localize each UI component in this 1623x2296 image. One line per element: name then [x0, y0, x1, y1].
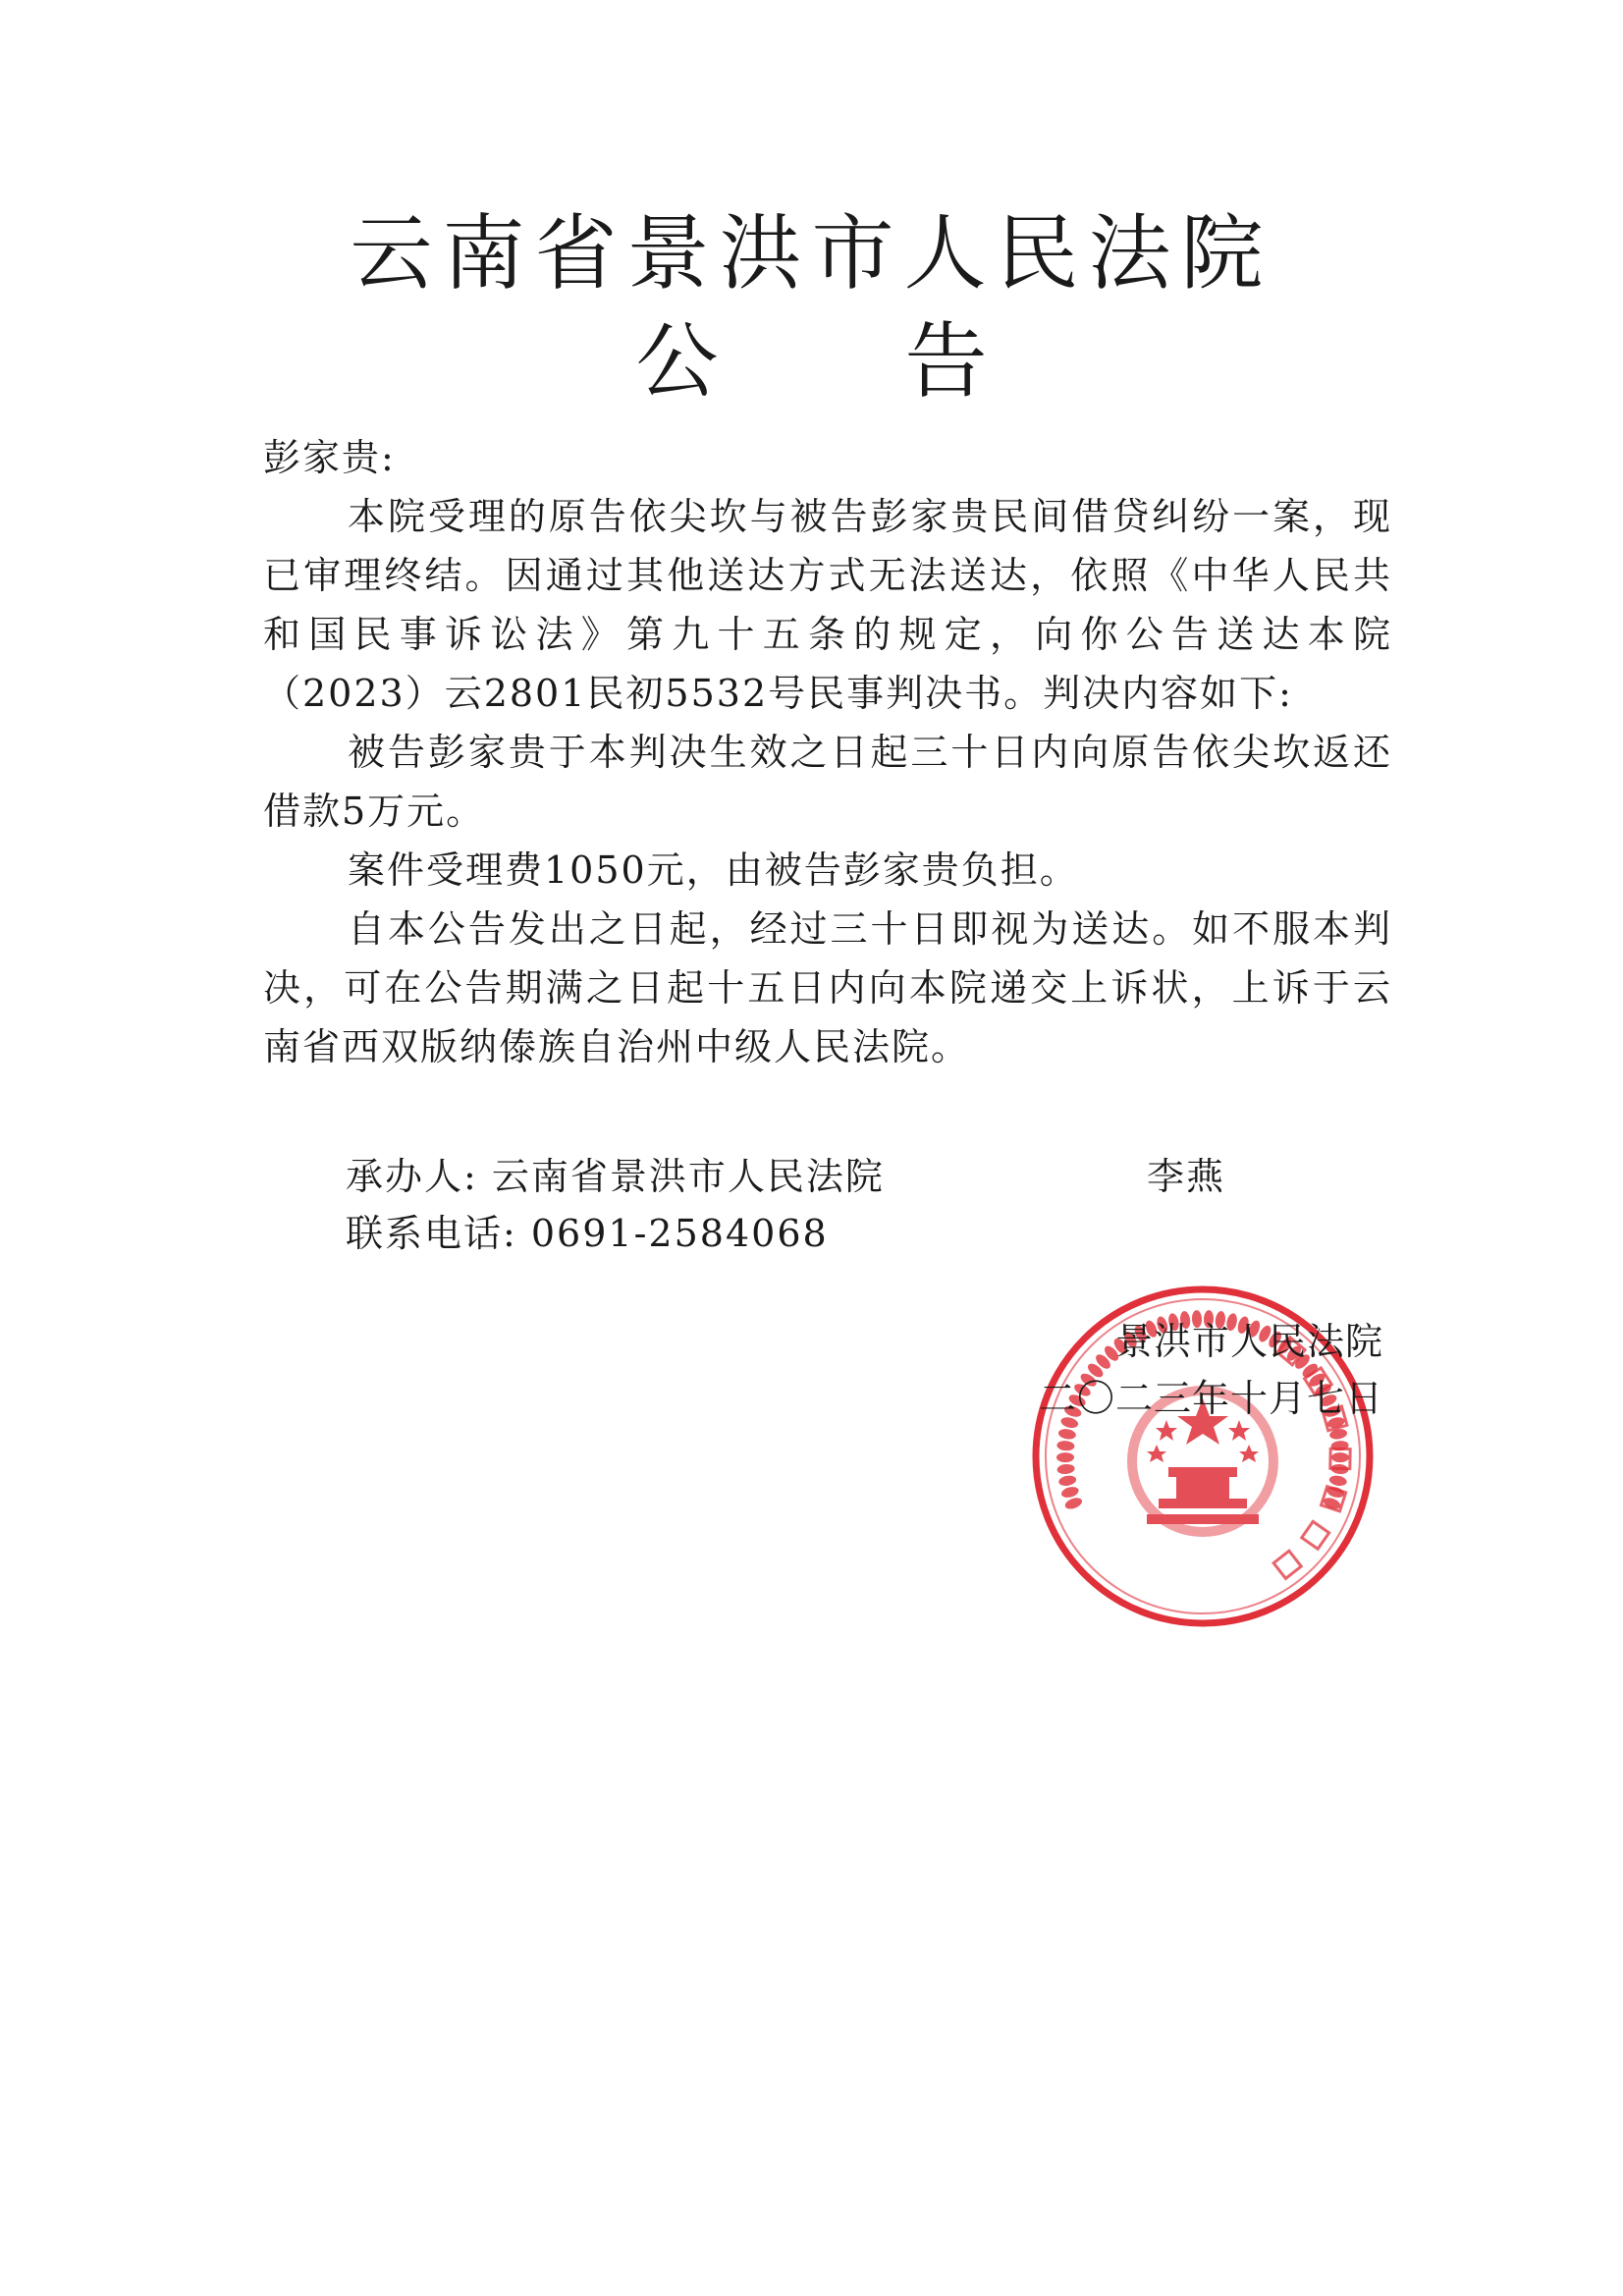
handler-label: 承办人: 云南省景洪市人民法院 — [346, 1155, 885, 1198]
seal-script-mark — [1060, 1485, 1080, 1499]
seal-script-mark — [1057, 1474, 1076, 1487]
notice-title-char-1: 公 — [635, 313, 719, 410]
addressee: 彭家贵: — [263, 436, 396, 479]
seal-script-mark — [1331, 1452, 1349, 1462]
seal-character-mark — [1273, 1551, 1301, 1578]
court-title: 云南省景洪市人民法院 — [350, 205, 1273, 301]
seal-script-mark — [1056, 1452, 1074, 1462]
notice-body — [263, 487, 1392, 1076]
seal-script-mark — [1328, 1474, 1347, 1487]
paragraph-case-summary: 本院受理的原告依尖坎与被告彭家贵民间借贷纠纷一案，现已审理终结。因通过其他送达方式无法送达，依照《中华人民共和国民事诉讼法》第九十五条的规定，向你公告送达本院（2023）云2801民初5532号民事判决书。判决内容如下: — [263, 495, 1392, 715]
handler-name: 李燕 — [1147, 1155, 1226, 1198]
notice-title — [0, 313, 1623, 410]
seal-script-mark — [1057, 1428, 1076, 1441]
signature-court: 景洪市人民法院 — [1114, 1320, 1383, 1363]
seal-character-mark — [1302, 1521, 1329, 1549]
paragraph-appeal-notice: 自本公告发出之日起，经过三十日即视为送达。如不服本判决，可在公告期满之日起十五日内向本院递交上诉状，上诉于云南省西双版纳傣族自治州中级人民法院。 — [263, 907, 1392, 1068]
seal-script-mark — [1056, 1441, 1075, 1451]
notice-title-char-2: 告 — [904, 313, 988, 410]
paragraph-case-fee: 案件受理费1050元，由被告彭家贵负担。 — [348, 848, 1079, 892]
seal-script-mark — [1063, 1496, 1083, 1511]
paragraph-judgment-repayment: 被告彭家贵于本判决生效之日起三十日内向原告依尖坎返还借款5万元。 — [263, 731, 1392, 833]
contact-phone: 联系电话: 0691-2584068 — [346, 1212, 829, 1255]
signature-date: 二〇二三年十月七日 — [1038, 1377, 1383, 1420]
seal-script-mark — [1056, 1463, 1075, 1475]
